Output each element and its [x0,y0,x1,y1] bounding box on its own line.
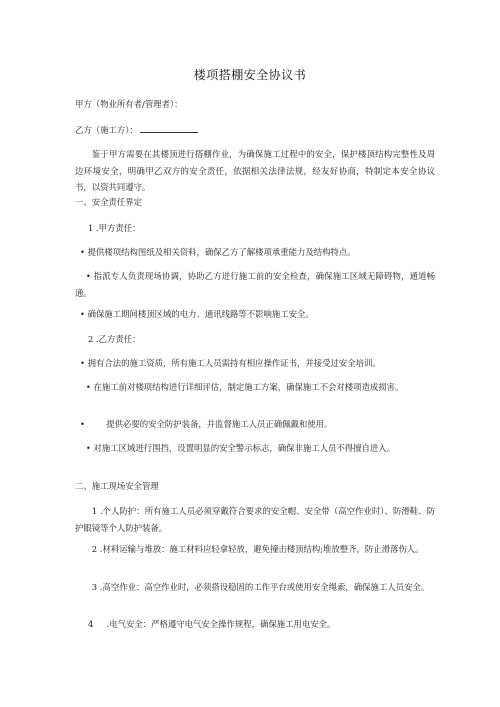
management-item-2: 2 .材料运输与堆放：施工材料应轻拿轻放，避免撞击楼顶结构;堆放整齐，防止滑落伤人。 [91,544,424,554]
party-b-label: 乙方（施工方）： [75,125,138,135]
section-2-heading: 二、施工现场安全管理 [75,481,159,491]
party-a-item-2: • 指派专人负责现场协调，协助乙方进行施工前的安全检查，确保施工区域无障碍物，通道畅通。 [75,271,435,298]
party-b-line [75,122,435,139]
party-b-item-2: • 在施工前对楼项结构进行详细评估，制定施工方案，确保施工不会对楼项造成损害。 [85,382,404,392]
party-a-item-1: • 提供楼项结构图纸及相关资料，确保乙方了解楼项承重能力及结构特点。 [80,247,356,257]
party-b-item-1: • 拥有合法的施工资质，所有施工人员需持有相应操作证书，并接受过安全培训。 [80,358,381,368]
intro-paragraph: 鉴于甲方需要在其楼顶进行搭棚作业，为确保施工过程中的安全，保护楼顶结构完整性及周边环境安全，明确甲乙双方的安全责任，依据相关法律法规，经友好协商，特制定本安全协议书，以资共同遵守。 [75,149,435,192]
management-item-4: 4 .电气安全：严格遵守电气安全操作规程，确保施工用电安全。 [88,619,336,629]
party-b-blank [140,123,198,133]
section-1-heading: 一、安全责任界定 [75,197,142,207]
document-title: 楼项搭棚安全协议书 [193,68,307,82]
party-a-responsibility-heading: 1 .甲方责任： [88,223,141,233]
party-a-item-3: • 确保施工期间楼顶区域的电力、通讯线路等不影响施工安全。 [80,309,314,319]
management-item-3: 3 .高空作业：高空作业时，必须搭设稳固的工作平台或使用安全绳索，确保施工人员安全。 [91,582,430,592]
party-b-item-4: • 对施工区域进行围挡，设置明显的安全警示标志，确保非施工人员不得擅自进入。 [85,443,396,453]
party-b-responsibility-heading: 2 .乙方责任： [88,334,141,344]
party-a-line: 甲方（物业所有者/管理者）： [75,99,183,109]
management-item-1: 1 .个人防护：所有施工人员必须穿戴符合要求的安全帽、安全带（高空作业时）、防滑鞋、防护眼镜等个人防护装备。 [75,506,435,533]
party-b-item-3: • 提供必要的安全防护装备，并监督施工人员正确佩戴和使用。 [80,419,333,429]
